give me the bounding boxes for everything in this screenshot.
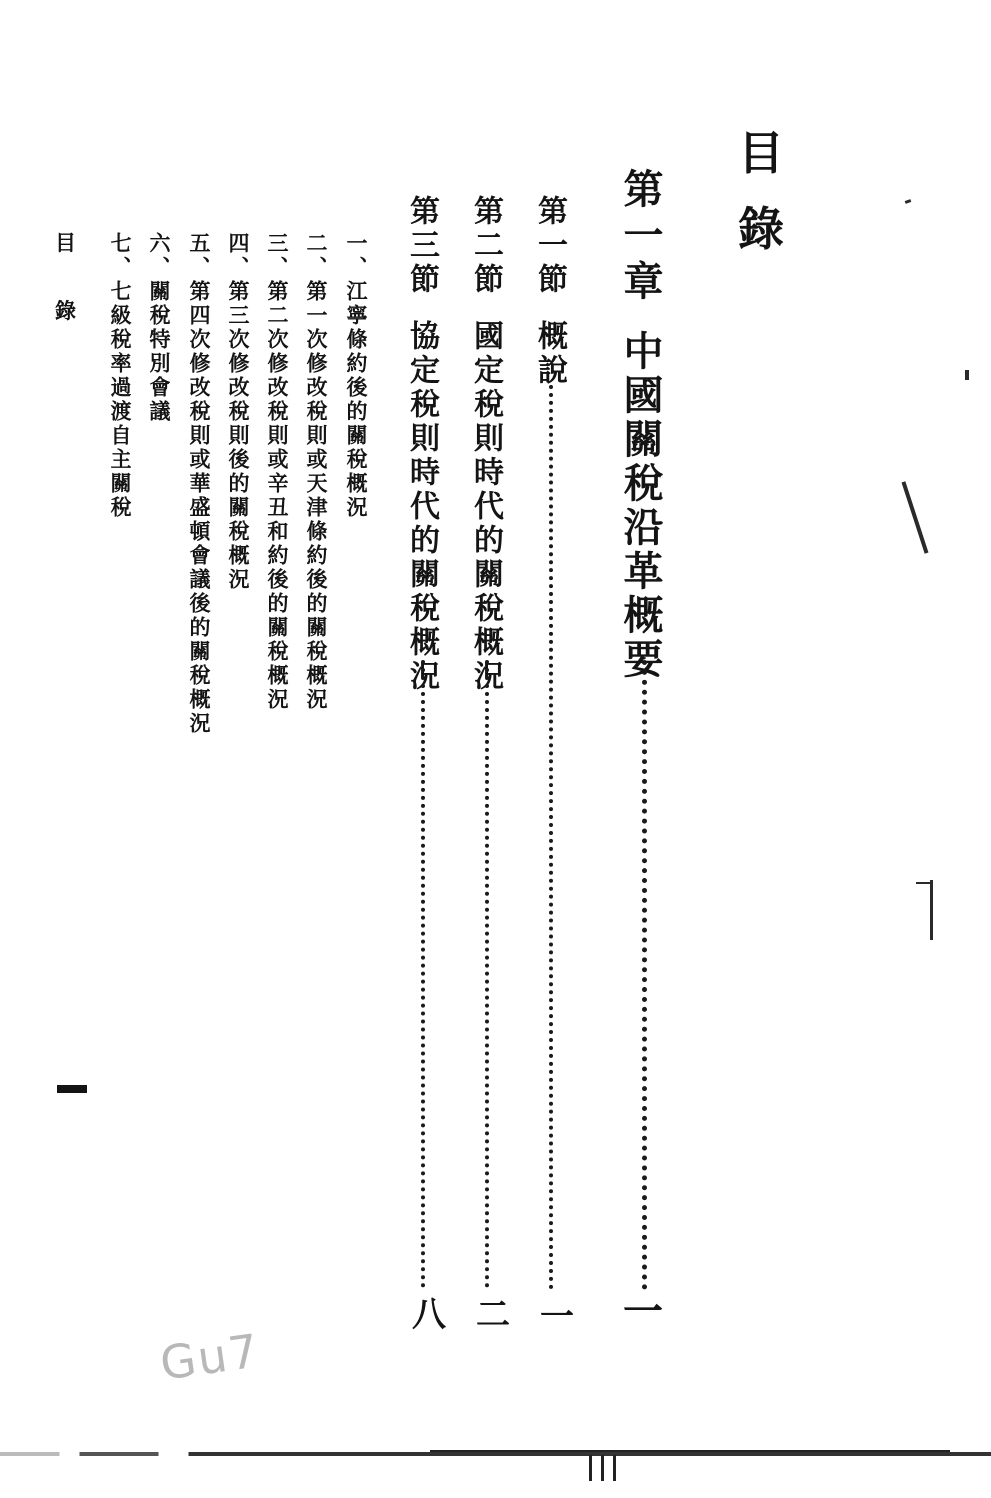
sub-item-3: 三、第二次修改稅則或辛丑和約後的關稅概況 <box>265 232 290 712</box>
running-head-char-1: 目 <box>55 230 76 255</box>
scan-speck <box>905 199 912 204</box>
section-3-page-number: 八 <box>412 1295 446 1335</box>
section-1-dot-leader <box>549 385 553 1290</box>
section-2-title: 國定稅則時代的關稅概況 <box>468 320 503 694</box>
scan-smudge <box>902 481 929 554</box>
chapter-label: 第一章 <box>617 168 664 306</box>
section-3-dot-leader <box>421 660 425 1288</box>
folio-mark <box>57 1085 87 1093</box>
sub-item-4: 四、第三次修改稅則後的關稅概況 <box>226 232 251 592</box>
section-1-label: 第一節 <box>532 195 567 297</box>
section-2-page-number: 二 <box>476 1295 510 1335</box>
chapter-title: 中國關稅沿革概要 <box>617 330 664 682</box>
sub-item-6: 六、關稅特別會議 <box>147 232 172 424</box>
section-2-label: 第二節 <box>468 195 503 297</box>
toc-heading-char-1: 目 <box>738 126 784 180</box>
section-1-title: 概說 <box>532 320 567 388</box>
toc-heading-char-2: 錄 <box>738 202 784 256</box>
sub-item-5: 五、第四次修改稅則或華盛頓會議後的關稅概況 <box>187 232 212 736</box>
section-1-page-number: 一 <box>540 1297 574 1337</box>
pencil-annotation: Gu7 <box>156 1323 264 1391</box>
bottom-rule-inner <box>430 1450 950 1452</box>
bottom-rule <box>0 1452 991 1456</box>
section-3-label: 第三節 <box>404 195 439 297</box>
sub-item-7: 七、七級稅率過渡自主關稅 <box>108 232 133 520</box>
scan-smudge <box>916 882 931 884</box>
sub-item-2: 二、第一次修改稅則或天津條約後的關稅概況 <box>304 232 329 712</box>
binding-tab-mark <box>587 1455 623 1481</box>
chapter-dot-leader <box>642 660 647 1290</box>
scan-speck <box>965 370 969 380</box>
chapter-page-number: 一 <box>623 1288 663 1335</box>
section-3-title: 協定稅則時代的關稅概況 <box>404 320 439 694</box>
sub-item-1: 一、江寧條約後的關稅概況 <box>344 232 369 520</box>
section-2-dot-leader <box>485 660 489 1288</box>
running-head-char-2: 錄 <box>55 298 76 323</box>
scan-smudge <box>930 880 933 940</box>
